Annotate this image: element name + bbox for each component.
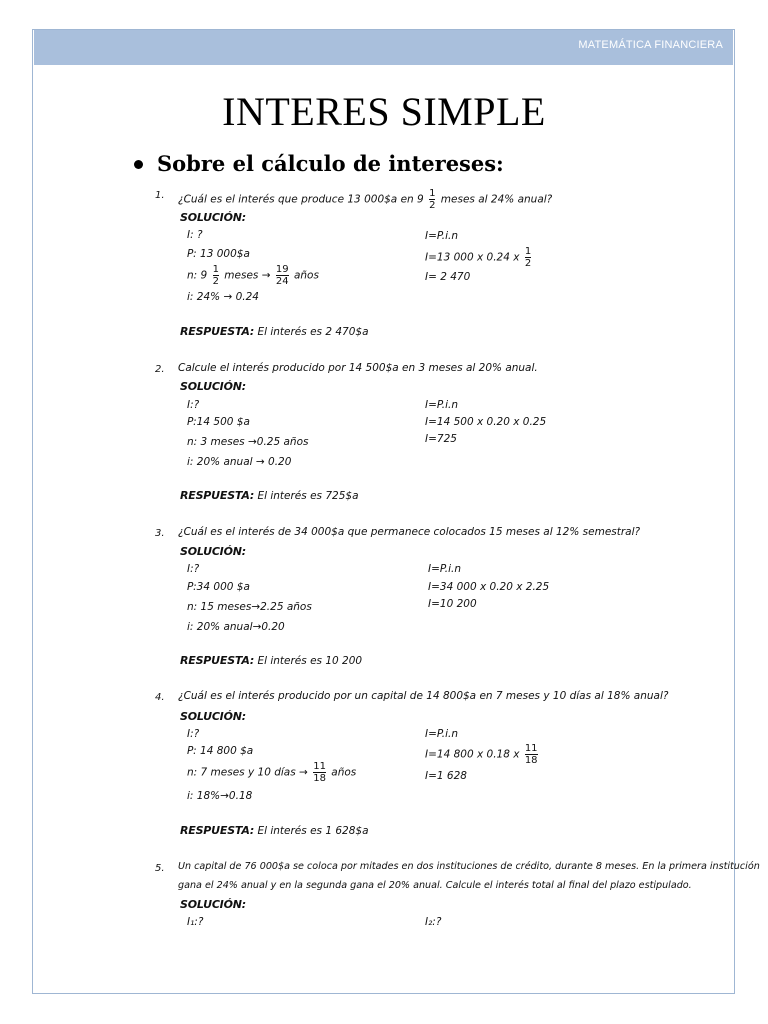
fraction: $\frac{1}{2}$ [429,188,436,211]
formula-line: I=P.i.n [425,230,459,242]
fraction: $\frac{19}{24}$ [275,264,289,287]
data-rate: i: 24% → 0.24 [187,291,259,303]
problem-question-line-2: gana el 24% anual y en la segunda gana el 20% anual. Calcule el interés total al final del plazo estipulado. [178,880,692,891]
formula-calculation: I=34 000 x 0.20 x 2.25 [428,581,550,593]
solution-label: SOLUCIÓN: [180,898,246,911]
formula-calculation: I=14 500 x 0.20 x 0.25 [425,416,547,428]
section-heading: Sobre el cálculo de intereses: [157,151,504,176]
fraction: $\frac{1}{2}$ [524,246,532,269]
fraction: $\frac{11}{18}$ [313,761,326,784]
header-band [34,30,733,65]
data-interest: I:? [187,563,200,575]
formula-result: I=10 200 [428,598,477,610]
data-interest: I:? [187,728,200,740]
solution-label: SOLUCIÓN: [180,211,246,224]
answer: RESPUESTA: El interés es 2 470$a [180,325,369,338]
data-interest: I: ? [187,229,203,241]
data-principal: P: 14 800 $a [187,745,254,757]
page-title: INTERES SIMPLE [222,89,546,134]
problem-question: ¿Cuál es el interés que produce 13 000$a en 9 $\frac{1}{2}$ meses al 24% anual? [178,188,553,211]
data-principal: P: 13 000$a [187,248,250,260]
bullet-icon [134,160,143,169]
formula-result: I= 2 470 [425,271,471,283]
problem-question: Calcule el interés producido por 14 500$a en 3 meses al 20% anual. [178,362,538,374]
problem-number: 1. [155,190,165,201]
solution-label: SOLUCIÓN: [180,380,246,393]
answer: RESPUESTA: El interés es 10 200 [180,654,363,667]
solution-label: SOLUCIÓN: [180,710,246,723]
problem-question-line-1: Un capital de 76 000$a se coloca por mitades en dos instituciones de crédito, durante 8 meses. En la primera institución [178,861,760,872]
data-interest-1: I₁:? [187,916,204,928]
formula-line: I=P.i.n [428,563,462,575]
problem-question: ¿Cuál es el interés de 34 000$a que permanece colocados 15 meses al 12% semestral? [178,526,641,538]
problem-question: ¿Cuál es el interés producido por un capital de 14 800$a en 7 meses y 10 días al 18% anual? [178,690,669,702]
formula-calculation: I=14 800 x 0.18 x $\frac{11}{18}$ [425,743,538,766]
problem-number: 2. [155,364,165,375]
problem-number: 3. [155,528,165,539]
formula-line: I=P.i.n [425,728,459,740]
data-time: n: 7 meses y 10 días → $\frac{11}{18}$ años [187,761,357,784]
data-time: n: 9 $\frac{1}{2}$ meses → $\frac{19}{24}$ años [187,264,319,287]
answer: RESPUESTA: El interés es 1 628$a [180,824,369,837]
formula-result: I=725 [425,433,457,445]
fraction: $\frac{1}{2}$ [212,264,219,287]
data-interest: I:? [187,399,200,411]
data-rate: i: 20% anual→0.20 [187,621,285,633]
header-label: MATEMÁTICA FINANCIERA [578,39,723,51]
data-rate: i: 18%→0.18 [187,790,253,802]
formula-calculation: I=13 000 x 0.24 x $\frac{1}{2}$ [425,246,532,269]
problem-number: 4. [155,692,165,703]
data-principal: P:14 500 $a [187,416,250,428]
formula-line: I=P.i.n [425,399,459,411]
data-time: n: 3 meses →0.25 años [187,436,309,448]
answer: RESPUESTA: El interés es 725$a [180,489,359,502]
data-time: n: 15 meses→2.25 años [187,601,312,613]
data-rate: i: 20% anual → 0.20 [187,456,292,468]
problem-number: 5. [155,863,165,874]
data-interest-2: I₂:? [425,916,442,928]
formula-result: I=1 628 [425,770,467,782]
fraction: $\frac{11}{18}$ [524,743,538,766]
data-principal: P:34 000 $a [187,581,250,593]
solution-label: SOLUCIÓN: [180,545,246,558]
